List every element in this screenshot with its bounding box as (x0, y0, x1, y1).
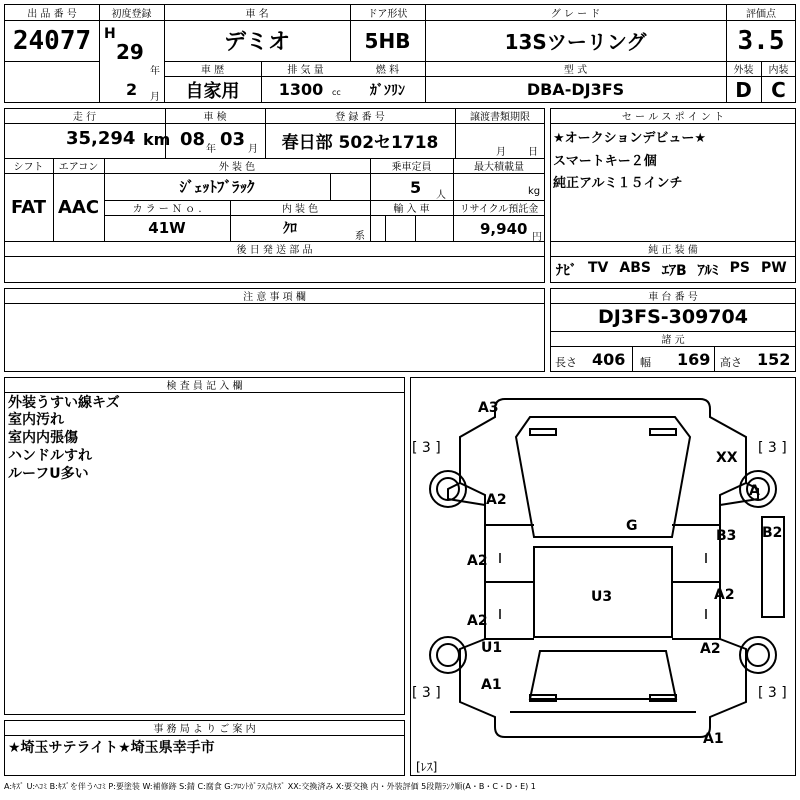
era: H (104, 26, 116, 42)
sales-line: ★オークションデビュー★ (553, 131, 707, 146)
tire-depth: [ 3 ] (758, 685, 787, 701)
color-label: 外 装 色 (218, 162, 256, 173)
equip-item: ﾅﾋﾞ (556, 263, 577, 279)
recycle-label: リサイクル預託金 (459, 204, 539, 215)
ext-color: ｼﾞｪｯﾄﾌﾞﾗｯｸ (179, 178, 255, 196)
recycle: 9,940 (480, 220, 528, 238)
equip-item: TV (588, 260, 609, 276)
score-label: 評価点 (746, 8, 776, 20)
damage-mark: B2 (762, 525, 783, 541)
width: 169 (677, 350, 711, 369)
equip-list (556, 260, 787, 280)
model-label: 型 式 (563, 65, 588, 76)
tire-depth: [ 3 ] (412, 440, 441, 456)
tire-depth: [ 3 ] (412, 685, 441, 701)
intcolor-unit: 系 (355, 231, 365, 242)
damage-mark: XX (716, 450, 738, 466)
height: 152 (757, 350, 791, 369)
capacity-label: 乗車定員 (391, 162, 432, 173)
transfer-day-unit: 日 (528, 147, 538, 158)
damage-mark: A1 (481, 677, 502, 693)
transfer-label: 譲渡書類期限 (470, 112, 530, 123)
equip-item: ｴｱB (661, 263, 687, 279)
disp: 1300 (278, 80, 324, 99)
shift-label: シフト (13, 162, 44, 173)
insp-year-unit: 年 (206, 144, 216, 155)
int-score: C (771, 77, 786, 102)
import-label: 輸 入 車 (393, 204, 430, 215)
disp-label: 排 気 量 (287, 65, 324, 76)
load-label: 最大積載量 (474, 162, 524, 173)
sales-line: スマートキー２個 (553, 154, 657, 169)
month: 2 (126, 80, 138, 99)
insp-month: 03 (220, 129, 246, 150)
lot-no: 24077 (12, 25, 92, 56)
inspector-label: 検 査 員 記 入 欄 (166, 381, 243, 392)
year-unit: 年 (150, 66, 160, 77)
lot-no-label: 出 品 番 号 (27, 8, 77, 20)
chassis-label: 車 台 番 号 (648, 292, 698, 303)
int-label: 内装 (768, 65, 789, 76)
notes-label: 注 意 事 項 欄 (243, 292, 306, 303)
height-label: 高さ (720, 356, 742, 369)
ac: AAC (57, 196, 100, 218)
recycle-unit: 円 (532, 232, 542, 243)
door-label: ドア形状 (367, 8, 408, 20)
car-diagram (410, 377, 796, 776)
fuel: ｶﾞｿﾘﾝ (370, 82, 405, 99)
model: DBA-DJ3FS (526, 80, 625, 99)
first-reg-label: 初度登録 (111, 8, 152, 20)
tire-depth: [ 3 ] (758, 440, 787, 456)
damage-mark: A1 (703, 731, 724, 747)
spec-label: 諸 元 (661, 335, 685, 346)
int-color: ｸﾛ (283, 221, 297, 237)
mileage-label: 走 行 (72, 112, 97, 123)
plate-label: 登 録 番 号 (335, 112, 385, 123)
history: 自家用 (185, 80, 240, 102)
length: 406 (592, 350, 626, 369)
month-unit: 月 (150, 92, 160, 103)
load-unit: kg (528, 186, 541, 197)
capacity-unit: 人 (436, 190, 446, 201)
ext-score: D (735, 77, 752, 102)
ac-label: エアコン (58, 162, 99, 173)
mileage-unit: km (143, 130, 171, 149)
year: 29 (116, 40, 144, 64)
insp-year: 08 (180, 129, 206, 150)
inspector-line: ハンドルすれ (8, 448, 92, 464)
grade-label: グ レ ー ド (550, 8, 601, 20)
office-text: ★埼玉サテライト★埼玉県幸手市 (8, 740, 215, 756)
spare-tire: [ﾚｽ] (416, 760, 438, 774)
fuel-label: 燃 料 (375, 65, 400, 76)
grade: 13Sツーリング (504, 30, 647, 54)
damage-mark: A2 (700, 641, 721, 657)
damage-mark: U1 (481, 640, 503, 656)
score: 3.5 (737, 25, 785, 56)
name-label: 車 名 (245, 8, 269, 20)
office-label: 事 務 局 よ り ご 案 内 (153, 724, 256, 735)
mileage: 35,294 (66, 128, 136, 149)
door: 5HB (364, 28, 411, 53)
damage-mark: A3 (478, 400, 499, 416)
car-name: デミオ (223, 30, 290, 55)
capacity: 5 (410, 178, 422, 197)
inspector-block (4, 377, 405, 715)
damage-mark: A2 (467, 553, 488, 569)
legend: A:ｷｽﾞ U:ﾍｺﾐ B:ｷｽﾞを伴うﾍｺﾐ P:要塗装 W:補修跡 S:錆 C:腐食 G:ﾌﾛﾝﾄｶﾞﾗｽ点ｷｽﾞ XX:交換済み X:要交換 内・外装評価 5段階ﾗﾝｸ順(A・B・C・D・E) 1 (4, 782, 536, 791)
disp-unit: cc (332, 88, 341, 97)
damage-mark: U3 (591, 589, 613, 605)
inspector-line: ルーフU多い (8, 466, 89, 482)
width-label: 幅 (640, 356, 651, 369)
history-label: 車 歴 (200, 65, 225, 76)
inspector-line: 室内汚れ (8, 412, 64, 428)
inspector-line: 外装うすい線キズ (8, 395, 120, 411)
later-parts-label: 後 日 発 送 部 品 (236, 245, 313, 256)
sales-label: セ ー ル ス ポ イ ン ト (621, 112, 725, 123)
damage-mark: B3 (716, 528, 737, 544)
equip-label: 純 正 装 備 (648, 245, 698, 256)
damage-mark: A2 (467, 613, 488, 629)
damage-mark: G (626, 518, 638, 534)
intcolor-label: 内 装 色 (281, 204, 319, 215)
inspector-line: 室内内張傷 (8, 430, 78, 446)
transfer-month-unit: 月 (496, 147, 506, 158)
damage-mark: A (749, 483, 760, 499)
shift: FAT (10, 196, 47, 218)
equip-item: PW (761, 260, 787, 276)
ext-label: 外装 (733, 65, 754, 76)
equip-item: ABS (619, 260, 651, 276)
damage-mark: A2 (486, 492, 507, 508)
colorno: 41W (148, 219, 186, 237)
insp-month-unit: 月 (248, 144, 258, 155)
sales-line: 純正アルミ１５インチ (553, 176, 683, 191)
chassis-number: DJ3FS-309704 (598, 306, 748, 328)
equip-item: ｱﾙﾐ (697, 263, 719, 279)
length-label: 長さ (555, 356, 577, 369)
colorno-label: カ ラ ー Ｎ ｏ . (132, 204, 202, 215)
equip-item: PS (729, 260, 750, 276)
inspection-label: 車 検 (203, 112, 227, 123)
damage-mark: A2 (714, 587, 735, 603)
plate: 春日部 502セ1718 (281, 133, 439, 153)
